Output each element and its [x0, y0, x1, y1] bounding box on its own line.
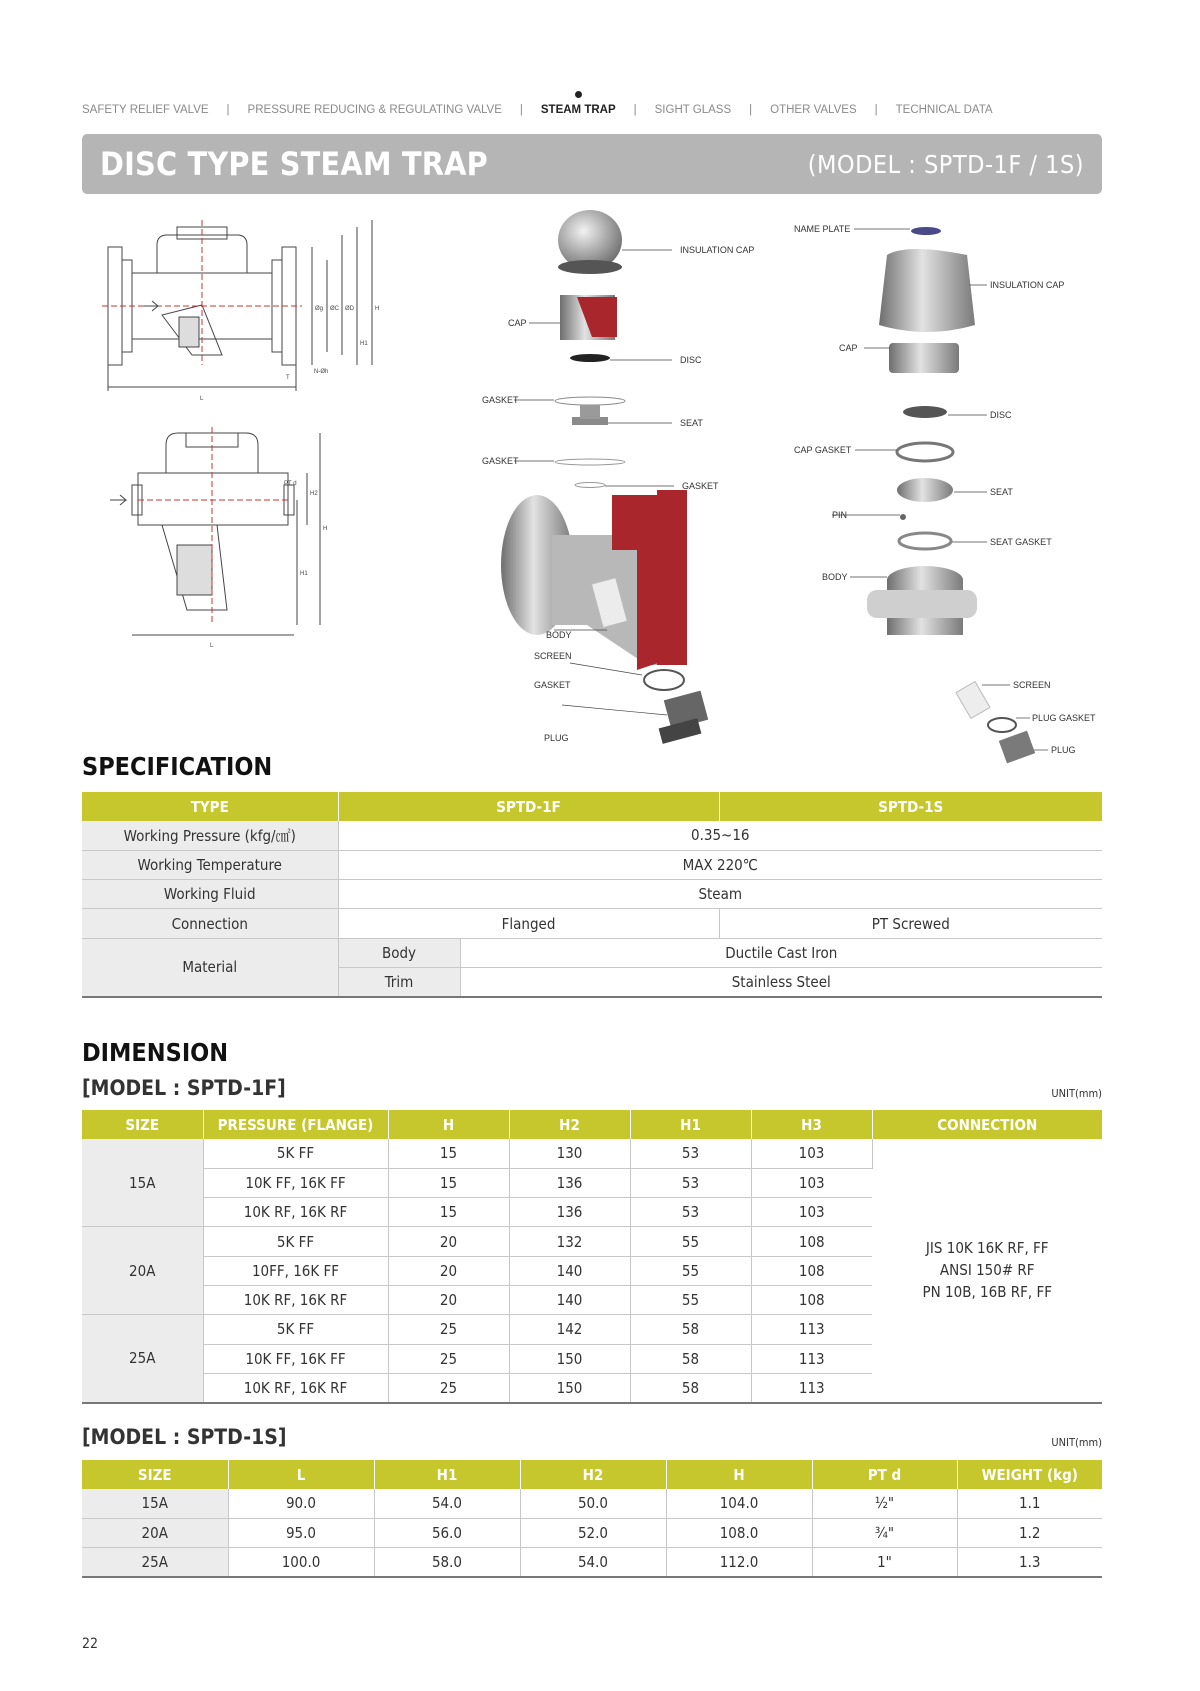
- nav-item-sight-glass[interactable]: SIGHT GLASS: [654, 104, 732, 116]
- dim-label-og: Øg: [315, 306, 324, 312]
- spec-row-material-body: [82, 938, 1102, 967]
- h3-cell: 113: [751, 1344, 872, 1373]
- spec-row-working-pressure: [82, 821, 1102, 850]
- dim-label-h-screwed: H: [323, 526, 328, 532]
- dim-1s-header-row: [82, 1460, 1102, 1489]
- h2-cell: 140: [509, 1285, 630, 1314]
- dim-1s-header: PT d: [812, 1460, 957, 1489]
- h1-cell: 55: [630, 1285, 751, 1314]
- h1-cell: 53: [630, 1168, 751, 1197]
- pressure-cell: 10K RF, 16K RF: [203, 1285, 388, 1314]
- h-cell: 108.0: [666, 1518, 812, 1547]
- title-bar: [82, 134, 1102, 194]
- nav-item-technical-data[interactable]: TECHNICAL DATA: [895, 104, 993, 116]
- dim-1s-header: SIZE: [82, 1460, 228, 1489]
- spec-label: Working Temperature: [82, 850, 338, 879]
- spec-header-sptd-1s: SPTD-1S: [719, 792, 1102, 821]
- l-cell: 95.0: [228, 1518, 374, 1547]
- pressure-cell: 10FF, 16K FF: [203, 1256, 388, 1285]
- h1-cell: 53: [630, 1139, 751, 1168]
- h3-cell: 113: [751, 1315, 872, 1344]
- h3-cell: 103: [751, 1168, 872, 1197]
- label-plug: PLUG: [544, 733, 569, 743]
- h-cell: 15: [388, 1139, 509, 1168]
- h1-cell: 58: [630, 1344, 751, 1373]
- h3-cell: 103: [751, 1198, 872, 1227]
- page-title: DISC TYPE STEAM TRAP: [100, 145, 488, 183]
- category-nav: [82, 104, 1102, 116]
- dim-1f-header: H1: [630, 1110, 751, 1139]
- dim-label-od: ØD: [345, 306, 354, 312]
- pt-d-cell: 1": [812, 1548, 957, 1577]
- spec-label: Working Pressure (kfg/㎠): [82, 821, 338, 850]
- spec-value: Ductile Cast Iron: [460, 938, 1102, 967]
- connection-line: JIS 10K 16K RF, FF: [925, 1239, 1049, 1258]
- h2-cell: 54.0: [520, 1548, 666, 1577]
- h-cell: 15: [388, 1198, 509, 1227]
- table-row: [82, 1548, 1102, 1577]
- spec-value: 0.35~16: [338, 821, 1102, 850]
- drawing-screwed: [110, 427, 320, 635]
- dim-1f-header: SIZE: [82, 1110, 203, 1139]
- dim-label-h1: H1: [360, 341, 368, 347]
- h1-cell: 58.0: [374, 1548, 520, 1577]
- pressure-cell: 10K RF, 16K RF: [203, 1198, 388, 1227]
- nav-item-other-valves[interactable]: OTHER VALVES: [770, 104, 857, 116]
- dim-1s-header: H2: [520, 1460, 666, 1489]
- spec-header-type: TYPE: [82, 792, 338, 821]
- pt-d-cell: ¾": [812, 1518, 957, 1547]
- label-seat-screwed: SEAT: [990, 487, 1013, 497]
- nav-separator: |: [749, 104, 753, 116]
- table-row: [82, 1518, 1102, 1547]
- spec-label: Material: [82, 938, 338, 997]
- h2-cell: 136: [509, 1168, 630, 1197]
- product-figures: [82, 205, 1102, 775]
- nav-separator: |: [633, 104, 637, 116]
- weight-cell: 1.1: [957, 1489, 1102, 1518]
- specification-title: SPECIFICATION: [82, 752, 273, 781]
- pressure-cell: 5K FF: [203, 1315, 388, 1344]
- connection-line: ANSI 150# RF: [939, 1261, 1035, 1280]
- label-gasket: GASKET: [534, 680, 571, 690]
- label-disc-screwed: DISC: [990, 410, 1012, 420]
- size-cell: 15A: [82, 1139, 203, 1227]
- spec-header-sptd-1f: SPTD-1F: [338, 792, 719, 821]
- h-cell: 112.0: [666, 1548, 812, 1577]
- h3-cell: 108: [751, 1285, 872, 1314]
- nav-separator: |: [874, 104, 878, 116]
- figures-svg: [82, 205, 1102, 775]
- size-cell: 25A: [82, 1548, 228, 1577]
- table-row: [82, 1139, 1102, 1168]
- spec-value: PT Screwed: [719, 909, 1102, 938]
- spec-sublabel: Trim: [338, 967, 460, 996]
- h1-cell: 53: [630, 1198, 751, 1227]
- table-row: [82, 1489, 1102, 1518]
- label-seat: SEAT: [680, 418, 703, 428]
- dimension-title: DIMENSION: [82, 1038, 229, 1067]
- connection-line: PN 10B, 16B RF, FF: [922, 1283, 1052, 1302]
- model-1f-title: [MODEL : SPTD-1F]: [82, 1076, 286, 1100]
- spec-value: MAX 220℃: [338, 850, 1102, 879]
- dim-label-t: T: [286, 375, 290, 381]
- label-gasket: GASKET: [682, 481, 719, 491]
- unit-label-1s: UNIT(mm): [1051, 1436, 1102, 1449]
- h3-cell: 108: [751, 1227, 872, 1256]
- label-insulation-cap: INSULATION CAP: [680, 245, 755, 255]
- spec-row-connection: [82, 909, 1102, 938]
- dim-label-l: L: [200, 396, 204, 402]
- size-cell: 20A: [82, 1518, 228, 1547]
- pressure-cell: 5K FF: [203, 1227, 388, 1256]
- label-pin: PIN: [832, 510, 848, 520]
- pressure-cell: 5K FF: [203, 1139, 388, 1168]
- model-1s-title: [MODEL : SPTD-1S]: [82, 1425, 287, 1449]
- dim-1f-header: CONNECTION: [872, 1110, 1102, 1139]
- dim-1f-header: H: [388, 1110, 509, 1139]
- h-cell: 20: [388, 1256, 509, 1285]
- h1-cell: 55: [630, 1256, 751, 1285]
- spec-label: Working Fluid: [82, 880, 338, 909]
- label-plug-gasket: PLUG GASKET: [1032, 713, 1096, 723]
- label-body-screwed: BODY: [822, 572, 848, 582]
- size-cell: 25A: [82, 1315, 203, 1403]
- h-cell: 25: [388, 1344, 509, 1373]
- spec-sublabel: Body: [338, 938, 460, 967]
- label-cap-screwed: CAP: [839, 343, 858, 353]
- connection-cell: [872, 1139, 1102, 1403]
- specification-table: [82, 792, 1102, 998]
- dim-1s-header: H: [666, 1460, 812, 1489]
- label-cap-gasket: CAP GASKET: [794, 445, 852, 455]
- pressure-cell: 10K FF, 16K FF: [203, 1168, 388, 1197]
- dim-1s-header: H1: [374, 1460, 520, 1489]
- nav-item-safety-relief-valve[interactable]: SAFETY RELIEF VALVE: [82, 104, 209, 116]
- h3-cell: 108: [751, 1256, 872, 1285]
- dim-1s-header: WEIGHT (kg): [957, 1460, 1102, 1489]
- l-cell: 100.0: [228, 1548, 374, 1577]
- h2-cell: 50.0: [520, 1489, 666, 1518]
- spec-row-working-temperature: [82, 850, 1102, 879]
- nav-separator: |: [226, 104, 230, 116]
- spec-value: Steam: [338, 880, 1102, 909]
- h3-cell: 103: [751, 1139, 872, 1168]
- h2-cell: 140: [509, 1256, 630, 1285]
- label-screen-screwed: SCREEN: [1013, 680, 1051, 690]
- h2-cell: 150: [509, 1344, 630, 1373]
- model-subtitle: (MODEL : SPTD-1F / 1S): [807, 149, 1084, 179]
- dimension-table-1f: [82, 1110, 1102, 1404]
- dim-1f-header: H3: [751, 1110, 872, 1139]
- h-cell: 104.0: [666, 1489, 812, 1518]
- h2-cell: 150: [509, 1373, 630, 1402]
- dim-label-h: H: [375, 306, 380, 312]
- dim-1f-header: PRESSURE (FLANGE): [203, 1110, 388, 1139]
- h1-cell: 58: [630, 1315, 751, 1344]
- label-insulation-cap-screwed: INSULATION CAP: [990, 280, 1065, 290]
- dim-label-n-oh: N-Øh: [314, 369, 329, 375]
- dim-label-h1-screwed: H1: [300, 571, 308, 577]
- h-cell: 25: [388, 1373, 509, 1402]
- dim-label-oc: ØC: [330, 306, 339, 312]
- dim-1f-header-row: [82, 1110, 1102, 1139]
- pressure-cell: 10K FF, 16K FF: [203, 1344, 388, 1373]
- spec-label: Connection: [82, 909, 338, 938]
- dimension-table-1s: [82, 1460, 1102, 1578]
- label-gasket: GASKET: [482, 395, 519, 405]
- size-cell: 15A: [82, 1489, 228, 1518]
- label-screen: SCREEN: [534, 651, 572, 661]
- h2-cell: 136: [509, 1198, 630, 1227]
- h1-cell: 55: [630, 1227, 751, 1256]
- nav-item-steam-trap[interactable]: STEAM TRAP: [540, 104, 616, 116]
- h3-cell: 113: [751, 1373, 872, 1402]
- dim-1f-header: H2: [509, 1110, 630, 1139]
- h1-cell: 54.0: [374, 1489, 520, 1518]
- label-plug-screwed: PLUG: [1051, 745, 1076, 755]
- h2-cell: 142: [509, 1315, 630, 1344]
- label-name-plate: NAME PLATE: [794, 224, 851, 234]
- h2-cell: 132: [509, 1227, 630, 1256]
- dim-label-pt-d: PT d: [284, 481, 297, 487]
- page-number: 22: [82, 1636, 99, 1652]
- spec-value: Flanged: [338, 909, 719, 938]
- spec-row-working-fluid: [82, 880, 1102, 909]
- l-cell: 90.0: [228, 1489, 374, 1518]
- nav-separator: |: [519, 104, 523, 116]
- h2-cell: 52.0: [520, 1518, 666, 1547]
- unit-label-1f: UNIT(mm): [1051, 1087, 1102, 1100]
- dim-label-h2: H2: [310, 491, 318, 497]
- size-cell: 20A: [82, 1227, 203, 1315]
- pt-d-cell: ½": [812, 1489, 957, 1518]
- weight-cell: 1.2: [957, 1518, 1102, 1547]
- h-cell: 15: [388, 1168, 509, 1197]
- h1-cell: 56.0: [374, 1518, 520, 1547]
- pressure-cell: 10K RF, 16K RF: [203, 1373, 388, 1402]
- weight-cell: 1.3: [957, 1548, 1102, 1577]
- dim-1s-header: L: [228, 1460, 374, 1489]
- h-cell: 20: [388, 1285, 509, 1314]
- label-seat-gasket: SEAT GASKET: [990, 537, 1052, 547]
- h-cell: 25: [388, 1315, 509, 1344]
- h2-cell: 130: [509, 1139, 630, 1168]
- nav-item-pressure-reducing[interactable]: PRESSURE REDUCING & REGULATING VALVE: [247, 104, 502, 116]
- dim-label-l-screwed: L: [210, 643, 214, 649]
- spec-header-row: [82, 792, 1102, 821]
- label-disc: DISC: [680, 355, 702, 365]
- label-body: BODY: [546, 630, 572, 640]
- h-cell: 20: [388, 1227, 509, 1256]
- h1-cell: 58: [630, 1373, 751, 1402]
- spec-value: Stainless Steel: [460, 967, 1102, 996]
- exploded-view-flanged: [501, 210, 708, 744]
- label-gasket: GASKET: [482, 456, 519, 466]
- label-cap: CAP: [508, 318, 527, 328]
